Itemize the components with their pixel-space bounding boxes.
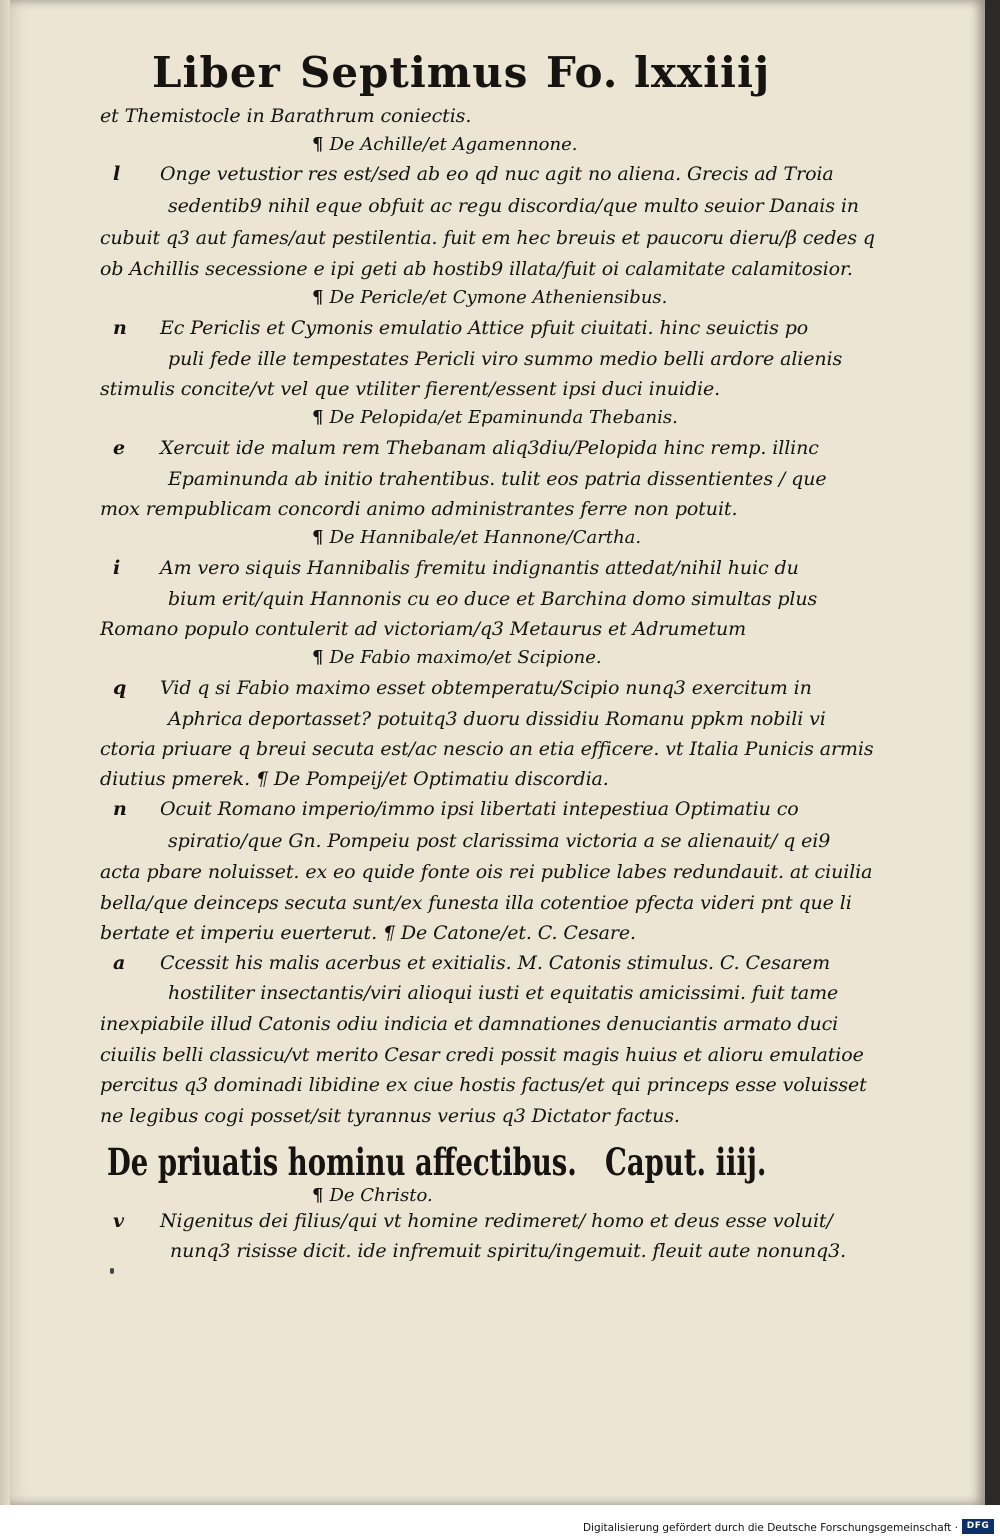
text-line: et Themistocle in Barathrum coniectis.	[100, 105, 472, 127]
margin-initial: e	[113, 437, 126, 459]
pilcrow-mark: ¶	[312, 287, 324, 308]
scan-left-edge	[0, 0, 10, 1505]
pilcrow-mark: ¶	[312, 527, 324, 548]
text-line: Vid q si Fabio maximo esset obtemperatu/Scipio nunq3 exercitum in	[160, 677, 812, 699]
text-line: puli fede ille tempestates Pericli viro summo medio belli ardore alienis	[168, 348, 843, 370]
folio-number: Fo. lxxiiij	[546, 48, 771, 97]
text-line: Onge vetustior res est/sed ab eo qd nuc agit no aliena. Grecis ad Troia	[160, 163, 834, 185]
chapter-heading	[107, 1140, 766, 1184]
text-line: acta pbare noluisset. ex eo quide fonte ois rei publice labes redundauit. at ciuilia	[100, 861, 873, 883]
text-line: bertate et imperiu euerterut. ¶ De Catone/et. C. Cesare.	[100, 922, 636, 944]
chapter-title: De priuatis hominu affectibus.	[107, 1140, 577, 1184]
text-line: spiratio/que Gn. Pompeiu post clarissima victoria a se alienauit/ q ei9	[168, 830, 831, 852]
text-line: diutius pmerek. ¶ De Pompeij/et Optimatiu discordia.	[100, 768, 609, 790]
text-line: cubuit q3 aut fames/aut pestilentia. fuit em hec breuis et paucoru dieru/β cedes q	[100, 227, 875, 249]
text-line: Romano populo contulerit ad victoriam/q3 Metaurus et Adrumetum	[100, 618, 747, 640]
margin-initial: n	[113, 317, 127, 339]
text-line: Ccessit his malis acerbus et exitialis. M. Catonis stimulus. C. Cesarem	[160, 952, 831, 974]
margin-initial: i	[113, 557, 121, 579]
text-line: inexpiabile illud Catonis odiu indicia et damnationes denuciantis armato duci	[100, 1013, 839, 1035]
text-line: mox rempublicam concordi animo administrantes ferre non potuit.	[100, 498, 738, 520]
running-head-liber: Liber	[152, 48, 281, 97]
text-line: bium erit/quin Hannonis cu eo duce et Barchina domo simultas plus	[168, 588, 818, 610]
text-line: ciuilis belli classicu/vt merito Cesar credi possit magis huius et alioru emulatioe	[100, 1044, 864, 1066]
section-heading-text: De Pelopida/et Epaminunda Thebanis.	[329, 407, 678, 428]
text-line: Nigenitus dei filius/qui vt homine redimeret/ homo et deus esse voluit/	[160, 1210, 833, 1232]
funding-credit: Digitalisierung gefördert durch die Deutsche Forschungsgemeinschaft ·	[582, 1522, 958, 1534]
section-heading-text: De Achille/et Agamennone.	[329, 134, 578, 155]
section-heading	[312, 527, 641, 548]
text-line: Epaminunda ab initio trahentibus. tulit eos patria dissentientes / que	[168, 468, 827, 490]
pilcrow-mark: ¶	[312, 134, 324, 155]
section-heading-text: De Hannibale/et Hannone/Cartha.	[329, 527, 642, 548]
margin-initial: n	[113, 798, 127, 820]
chapter-caput: Caput. iiij.	[605, 1140, 767, 1184]
text-line: Xercuit ide malum rem Thebanam aliq3diu/Pelopida hinc remp. illinc	[160, 437, 819, 459]
text-line: bella/que deinceps secuta sunt/ex funesta illa cotentioe pfecta videri pnt que li	[100, 892, 852, 914]
text-line: percitus q3 dominadi libidine ex ciue hostis factus/et qui princeps esse voluisset	[100, 1074, 867, 1096]
margin-initial: l	[113, 163, 121, 185]
text-line: ne legibus cogi posset/sit tyrannus verius q3 Dictator factus.	[100, 1105, 680, 1127]
dfg-logo: DFG	[962, 1519, 994, 1534]
section-heading	[312, 407, 678, 428]
scan-right-edge	[985, 0, 1000, 1505]
section-heading-text: De Fabio maximo/et Scipione.	[329, 647, 602, 668]
section-heading-text: De Pericle/et Cymone Atheniensibus.	[329, 287, 668, 308]
margin-initial: a	[113, 952, 126, 974]
text-line: Ocuit Romano imperio/immo ipsi libertati intepestiua Optimatiu co	[160, 798, 799, 820]
section-heading	[312, 1185, 433, 1206]
section-heading	[312, 647, 602, 668]
running-head-title: Septimus	[300, 48, 529, 97]
text-line: sedentib9 nihil eque obfuit ac regu discordia/que multo seuior Danais in	[168, 195, 859, 217]
text-line: Aphrica deportasset? potuitq3 duoru dissidiu Romanu ppkm nobili vi	[168, 708, 826, 730]
section-heading	[312, 287, 667, 308]
pilcrow-mark: ¶	[312, 1185, 324, 1206]
text-line: ctoria priuare q breui secuta est/ac nescio an etia efficere. vt Italia Punicis armis	[100, 738, 874, 760]
pilcrow-mark: ¶	[312, 647, 324, 668]
text-line: nunq3 risisse dicit. ide infremuit spiritu/ingemuit. fleuit aute nonunq3.	[170, 1240, 847, 1262]
ink-speck	[110, 1268, 114, 1274]
margin-initial: v	[113, 1210, 125, 1232]
section-heading	[312, 134, 578, 155]
text-line: ob Achillis secessione e ipi geti ab hostib9 illata/fuit oi calamitate calamitosior.	[100, 258, 853, 280]
text-line: Ec Periclis et Cymonis emulatio Attice pfuit ciuitati. hinc seuictis po	[160, 317, 809, 339]
pilcrow-mark: ¶	[312, 407, 324, 428]
margin-initial: q	[113, 677, 127, 699]
text-line: Am vero siquis Hannibalis fremitu indignantis attedat/nihil huic du	[160, 557, 799, 579]
text-line: stimulis concite/vt vel que vtiliter fierent/essent ipsi duci inuidie.	[100, 378, 721, 400]
section-heading-text: De Christo.	[329, 1185, 433, 1206]
text-line: hostiliter insectantis/viri alioqui iusti et equitatis amicissimi. fuit tame	[168, 982, 839, 1004]
